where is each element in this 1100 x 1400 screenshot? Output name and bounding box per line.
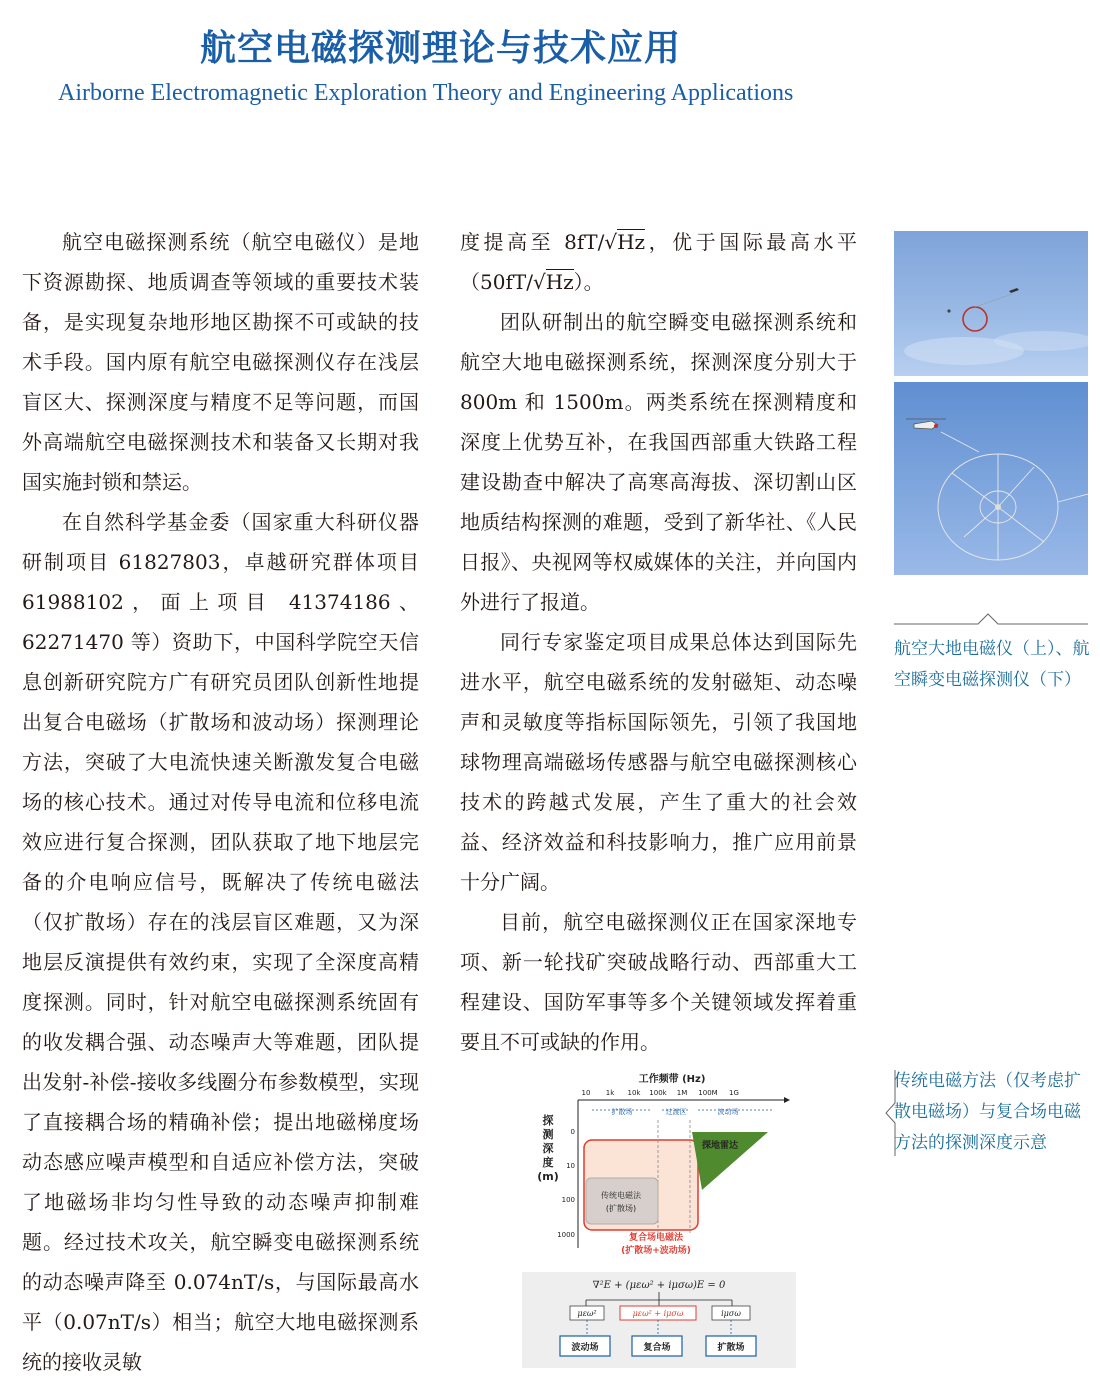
sqrt-radicand: Hz: [617, 230, 646, 254]
radar-label: 探地雷达: [701, 1141, 739, 1151]
traditional-method-region: [586, 1178, 658, 1224]
freq-tick: 100k: [649, 1089, 667, 1097]
text-fragment: ，优于国际最高水平（50fT/: [460, 230, 858, 294]
paragraph-continued: [460, 222, 857, 302]
depth-label-char: 探: [542, 1114, 554, 1127]
depth-comparison-diagram: [522, 1068, 802, 1368]
caption-separator: [894, 606, 1088, 628]
depth-label-char: 度: [542, 1156, 554, 1169]
article-column-2: [460, 222, 857, 1062]
depth-tick: 0: [570, 1128, 575, 1136]
paragraph: 同行专家鉴定项目成果总体达到国际先进水平，航空电磁系统的发射磁矩、动态噪声和灵敏度等指标国际领先，引领了我国地球物理高端磁场传感器与航空电磁探测核心技术的跨越式发展，产生了重大的社会效益、经济效益和科技影响力，推广应用前景十分广阔。: [460, 630, 857, 894]
band-label: 扩散场: [611, 1108, 633, 1116]
traditional-label: 传统电磁法: [601, 1191, 641, 1200]
freq-tick: 100M: [698, 1089, 718, 1097]
page-subtitle-en: Airborne Electromagnetic Exploration Theory and Engineering Applications: [58, 80, 794, 106]
paragraph: 航空电磁探测系统（航空电磁仪）是地下资源勘探、地质调查等领域的重要技术装备，是实现复杂地形地区勘探不可或缺的技术手段。国内原有航空电磁探测仪存在浅层盲区大、探测深度与精度不足等问题，而国外高端航空电磁探测技术和装备又长期对我国实施封锁和禁运。: [22, 230, 419, 494]
depth-tick: 10: [566, 1162, 575, 1170]
text-fragment: ）。: [573, 270, 604, 294]
caption-bracket: [866, 1070, 896, 1156]
article-column-1: [22, 222, 419, 1382]
freq-tick: 1k: [605, 1089, 615, 1097]
freq-tick: 10k: [627, 1089, 641, 1097]
band-label: 过渡区: [665, 1108, 687, 1116]
diagram-caption: 传统电磁方法（仅考虑扩散电磁场）与复合场电磁方法的探测深度示意: [894, 1071, 1081, 1153]
freq-axis-title: 工作频带 (Hz): [638, 1074, 706, 1085]
sqrt-radicand: Hz: [545, 270, 574, 294]
traditional-label-sub: (扩散场): [605, 1204, 637, 1213]
page-title: 航空电磁探测理论与技术应用: [200, 28, 682, 69]
wave-field-label: 波动场: [571, 1343, 599, 1353]
sqrt-symbol: √: [604, 230, 618, 254]
band-label: 波动场: [717, 1108, 739, 1116]
term-composite: μεω² + iμσω: [632, 1309, 684, 1318]
freq-tick: 1G: [729, 1089, 739, 1097]
depth-label-char: 深: [542, 1142, 554, 1155]
paragraph: 团队研制出的航空瞬变电磁探测系统和航空大地电磁探测系统，探测深度分别大于 800m 和 1500m。两类系统在探测精度和深度上优势互补，在我国西部重大铁路工程建设勘查中解决了高寒高海拔、深切割山区地质结构探测的难题，受到了新华社、《人民日报》、央视网等权威媒体的关注，并向国内外进行了报道。: [460, 310, 857, 614]
photo-caption: 航空大地电磁仪（上）、航空瞬变电磁探测仪（下）: [894, 639, 1090, 690]
depth-tick: 100: [561, 1196, 575, 1204]
paragraph: 在自然科学基金委（国家重大科研仪器研制项目 61827803，卓越研究群体项目 61988102，面上项目 41374186、62271470 等）资助下，中国科学院空天信息创新研究院方广有研究员团队创新性地提出复合电磁场（扩散场和波动场）探测理论方法，突破了大电流快速关断激发复合电磁场的核心技术。通过对传导电流和位移电流效应进行复合探测，团队获取了地下地层完备的介电响应信号，既解决了传统电磁法（仅扩散场）存在的浅层盲区难题，又为深地层反演提供有效约束，实现了全深度高精度探测。同时，针对航空电磁探测系统固有的收发耦合强、动态噪声大等难题，团队提出发射-补偿-接收多线圈分布参数模型，实现了直接耦合场的精确补偿；提出地磁梯度场动态感应噪声模型和自适应补偿方法，突破了地磁场非均匀性导致的动态噪声抑制难题。经过技术攻关，航空瞬变电磁探测系统的动态噪声降至 0.074nT/s，与国际最高水平（0.07nT/s）相当；航空大地电磁探测系统的接收灵敏: [22, 510, 419, 1374]
term-wave: μεω²: [577, 1309, 597, 1318]
photo-airborne-transient-em: [894, 382, 1088, 575]
depth-tick: 1000: [557, 1231, 575, 1239]
term-diffusion: iμσω: [721, 1309, 741, 1318]
composite-label-sub: (扩散场+波动场): [621, 1246, 691, 1256]
composite-label: 复合场电磁法: [628, 1233, 684, 1243]
photo-airborne-magnetotelluric: [894, 231, 1088, 376]
composite-field-label: 复合场: [643, 1343, 671, 1353]
text-fragment: 度提高至 8fT/: [460, 230, 605, 254]
depth-label-char: 测: [542, 1128, 554, 1141]
diffusion-field-label: 扩散场: [717, 1343, 745, 1353]
freq-tick: 1M: [676, 1089, 688, 1097]
helmholtz-equation: ∇²E + (μεω² + iμσω)E = 0: [592, 1280, 726, 1291]
depth-label-char: (m): [537, 1170, 559, 1183]
paragraph: 目前，航空电磁探测仪正在国家深地专项、新一轮找矿突破战略行动、西部重大工程建设、国防军事等多个关键领域发挥着重要且不可或缺的作用。: [460, 910, 857, 1054]
sqrt-symbol: √: [532, 270, 546, 294]
freq-tick: 10: [581, 1089, 591, 1097]
